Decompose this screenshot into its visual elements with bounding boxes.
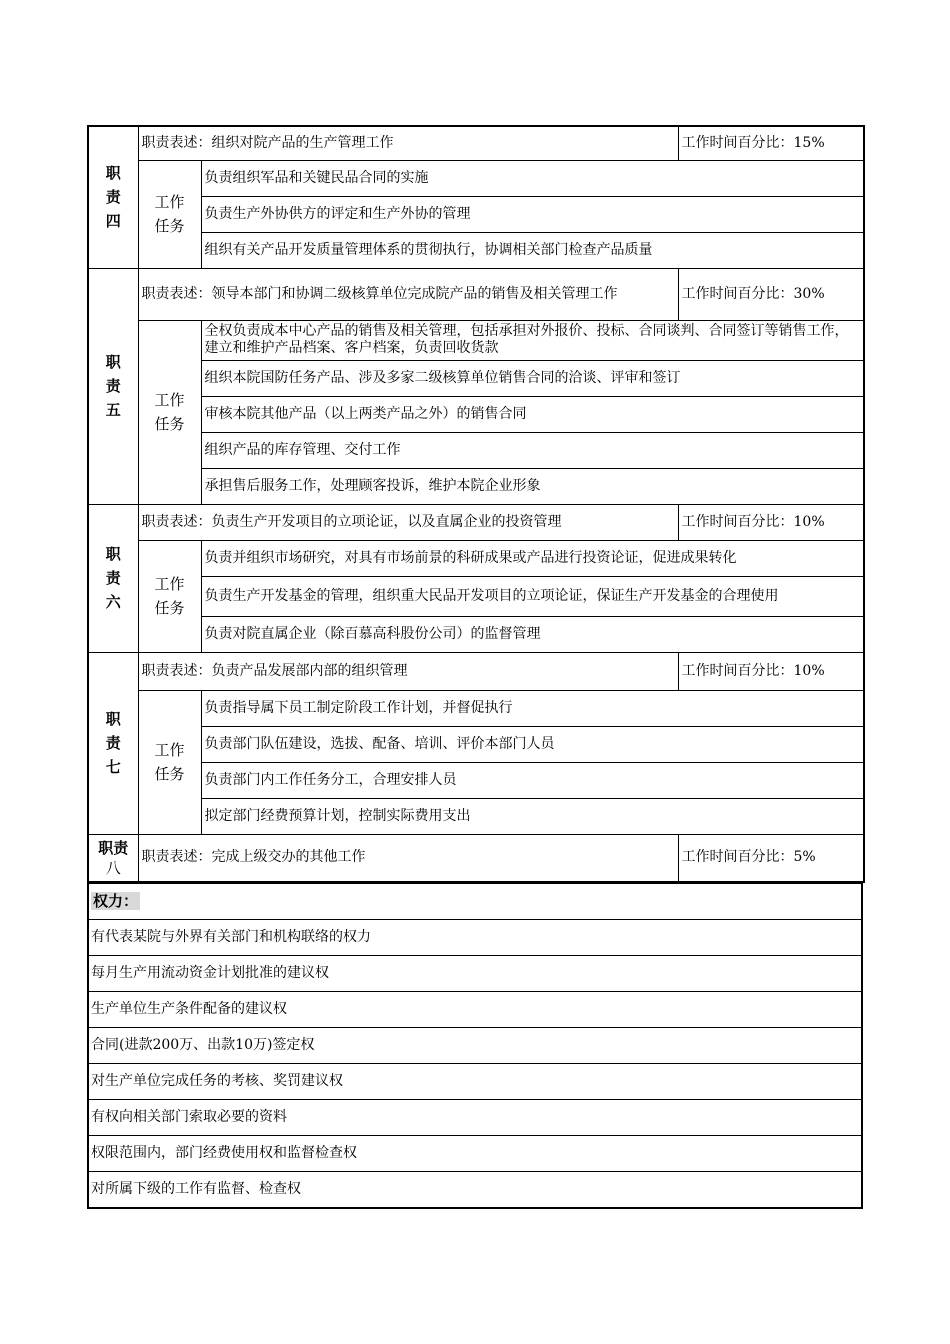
duty-7-task: 负责部门队伍建设，选拔、配备、培训、评价本部门人员 (201, 726, 864, 762)
duty-7-label: 职 责 七 (88, 652, 138, 834)
powers-heading: 权力： (88, 884, 862, 920)
power-item: 权限范围内，部门经费使用权和监督检查权 (88, 1136, 862, 1172)
duty-6-task-label: 工作 任务 (138, 540, 201, 652)
duty-6-task: 负责生产开发基金的管理，组织重大民品开发项目的立项论证，保证生产开发基金的合理使用 (201, 576, 864, 616)
power-item: 合同(进款200万、出款10万)签定权 (88, 1028, 862, 1064)
power-item: 对所属下级的工作有监督、检查权 (88, 1172, 862, 1209)
duty-5-task: 组织本院国防任务产品、涉及多家二级核算单位销售合同的洽谈、评审和签订 (201, 360, 864, 396)
duty-5-task: 全权负责成本中心产品的销售及相关管理，包括承担对外报价、投标、合同谈判、合同签订等销售工作，建立和维护产品档案、客户档案，负责回收货款 (201, 320, 864, 360)
duty-7-percent: 工作时间百分比：10% (678, 652, 864, 690)
duties-table (87, 125, 865, 883)
power-item: 有代表某院与外界有关部门和机构联络的权力 (88, 920, 862, 956)
duty-7-description: 职责表述：负责产品发展部内部的组织管理 (138, 652, 678, 690)
duty-5-task: 组织产品的库存管理、交付工作 (201, 432, 864, 468)
duty-5-percent: 工作时间百分比：30% (678, 268, 864, 320)
duty-6-task: 负责对院直属企业（除百慕高科股份公司）的监督管理 (201, 616, 864, 652)
duty-6-percent: 工作时间百分比：10% (678, 504, 864, 540)
duty-5-description: 职责表述：领导本部门和协调二级核算单位完成院产品的销售及相关管理工作 (138, 268, 678, 320)
duty-5-task: 审核本院其他产品（以上两类产品之外）的销售合同 (201, 396, 864, 432)
duty-5-task: 承担售后服务工作，处理顾客投诉，维护本院企业形象 (201, 468, 864, 504)
duty-7-task: 负责部门内工作任务分工，合理安排人员 (201, 762, 864, 798)
duty-4-task: 负责组织军品和关键民品合同的实施 (201, 160, 864, 196)
duty-7-task: 拟定部门经费预算计划，控制实际费用支出 (201, 798, 864, 834)
duty-4-percent: 工作时间百分比：15% (678, 126, 864, 160)
powers-table (87, 883, 863, 1209)
duty-6-task: 负责并组织市场研究，对具有市场前景的科研成果或产品进行投资论证，促进成果转化 (201, 540, 864, 576)
duty-4-task: 组织有关产品开发质量管理体系的贯彻执行，协调相关部门检查产品质量 (201, 232, 864, 268)
duty-5-label: 职 责 五 (88, 268, 138, 504)
duty-4-task-label: 工作 任务 (138, 160, 201, 268)
duty-5-task-label: 工作 任务 (138, 320, 201, 504)
duty-8-label: 职责 八 (88, 834, 138, 882)
duty-4-label: 职 责 四 (88, 126, 138, 268)
duty-4-task: 负责生产外协供方的评定和生产外协的管理 (201, 196, 864, 232)
duty-8-description: 职责表述：完成上级交办的其他工作 (138, 834, 678, 882)
duty-7-task-label: 工作 任务 (138, 690, 201, 834)
power-item: 有权向相关部门索取必要的资料 (88, 1100, 862, 1136)
power-item: 对生产单位完成任务的考核、奖罚建议权 (88, 1064, 862, 1100)
power-item: 生产单位生产条件配备的建议权 (88, 992, 862, 1028)
duty-6-description: 职责表述：负责生产开发项目的立项论证，以及直属企业的投资管理 (138, 504, 678, 540)
duty-4-description: 职责表述：组织对院产品的生产管理工作 (138, 126, 678, 160)
job-description-document (87, 125, 863, 1209)
duty-8-percent: 工作时间百分比：5% (678, 834, 864, 882)
duty-6-label: 职 责 六 (88, 504, 138, 652)
power-item: 每月生产用流动资金计划批准的建议权 (88, 956, 862, 992)
duty-7-task: 负责指导属下员工制定阶段工作计划，并督促执行 (201, 690, 864, 726)
